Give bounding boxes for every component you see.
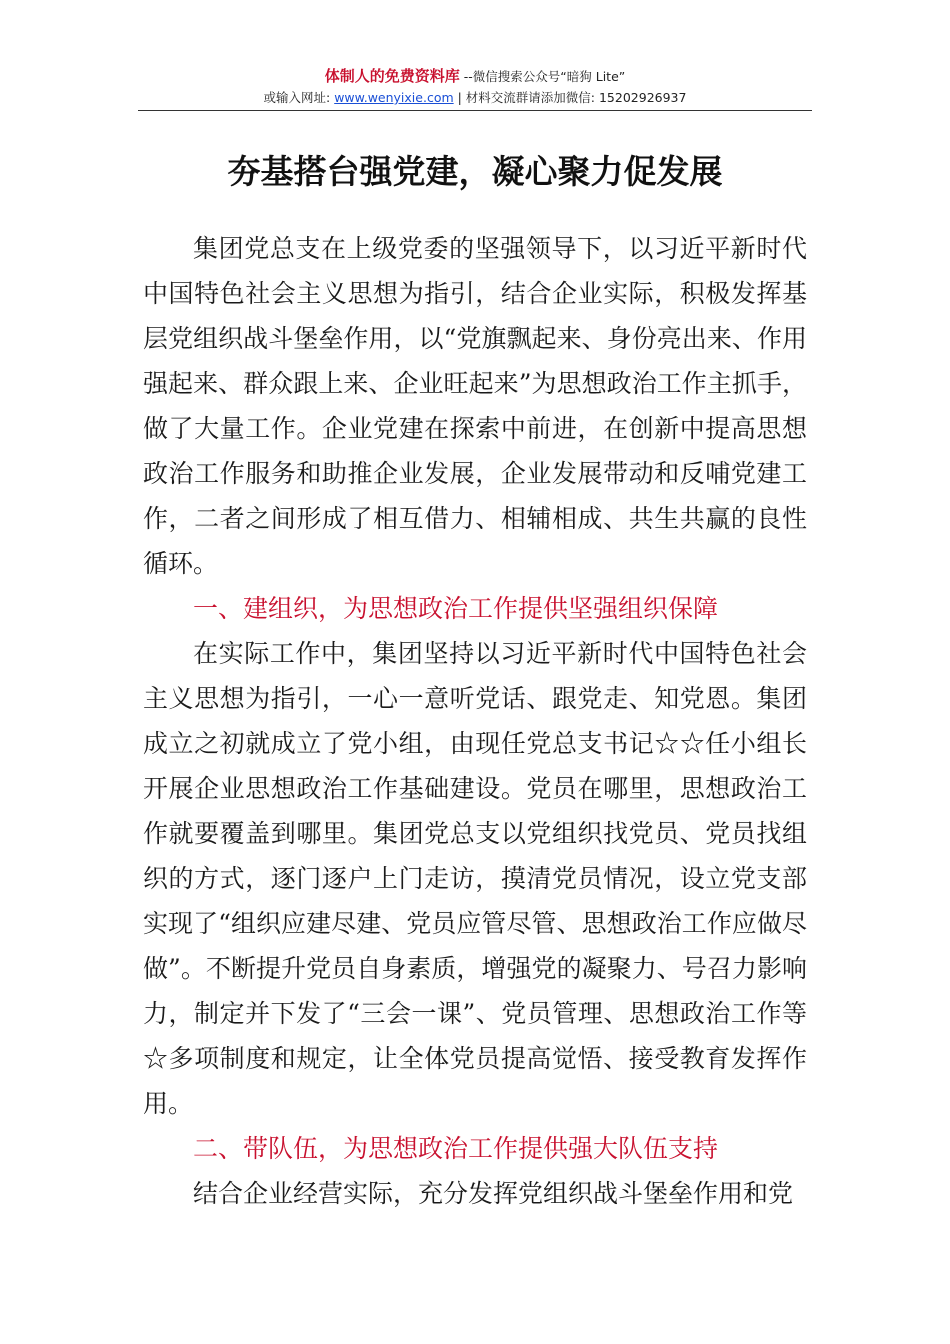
header-brand: 体制人的免费资料库 (324, 67, 460, 85)
section-paragraph-2: 结合企业经营实际，充分发挥党组织战斗堡垒作用和党 (193, 1179, 794, 1208)
header-divider (138, 110, 812, 111)
header-contact-line (138, 89, 812, 107)
header-tagline: --微信搜索公众号“暗狗 Lite” (459, 69, 626, 84)
section-heading-2: 二、带队伍，为思想政治工作提供强大队伍支持 (193, 1134, 719, 1163)
intro-paragraph: 集团党总支在上级党委的坚强领导下，以习近平新时代中国特色社会主义思想为指引，结合企业实际，积极发挥基层党组织战斗堡垒作用，以“党旗飘起来、身份亮出来、作用强起来、群众跟上来、企业旺起来”为思想政治工作主抓手，做了大量工作。企业党建在探索中前进，在创新中提高思想政治工作服务和助推企业发展，企业发展带动和反哺党建工作，二者之间形成了相互借力、相辅相成、共生共赢的良性循环。 (143, 234, 807, 578)
section-paragraph-1: 在实际工作中，集团坚持以习近平新时代中国特色社会主义思想为指引，一心一意听党话、跟党走、知党恩。集团成立之初就成立了党小组，由现任党总支书记☆☆任小组长开展企业思想政治工作基础建设。党员在哪里，思想政治工作就要覆盖到哪里。集团党总支以党组织找党员、党员找组织的方式，逐门逐户上门走访，摸清党员情况，设立党支部实现了“组织应建尽建、党员应管尽管、思想政治工作应做尽做”。不断提升党员自身素质，增强党的凝聚力、号召力影响力，制定并下发了“三会一课”、党员管理、思想政治工作等☆多项制度和规定，让全体党员提高觉悟、接受教育发挥作用。 (143, 639, 807, 1118)
header-website-link[interactable]: www.wenyixie.com (334, 90, 454, 105)
header-url-prefix: 或输入网址: (263, 90, 335, 105)
header-promo-line (138, 66, 812, 86)
section-heading-1: 一、建组织，为思想政治工作提供坚强组织保障 (193, 594, 719, 623)
header-contact-suffix: | 材料交流群请添加微信: 15202926937 (453, 90, 687, 105)
document-body (143, 226, 807, 1216)
page-header (138, 66, 812, 107)
document-title: 夯基搭台强党建，凝心聚力促发展 (227, 152, 723, 191)
